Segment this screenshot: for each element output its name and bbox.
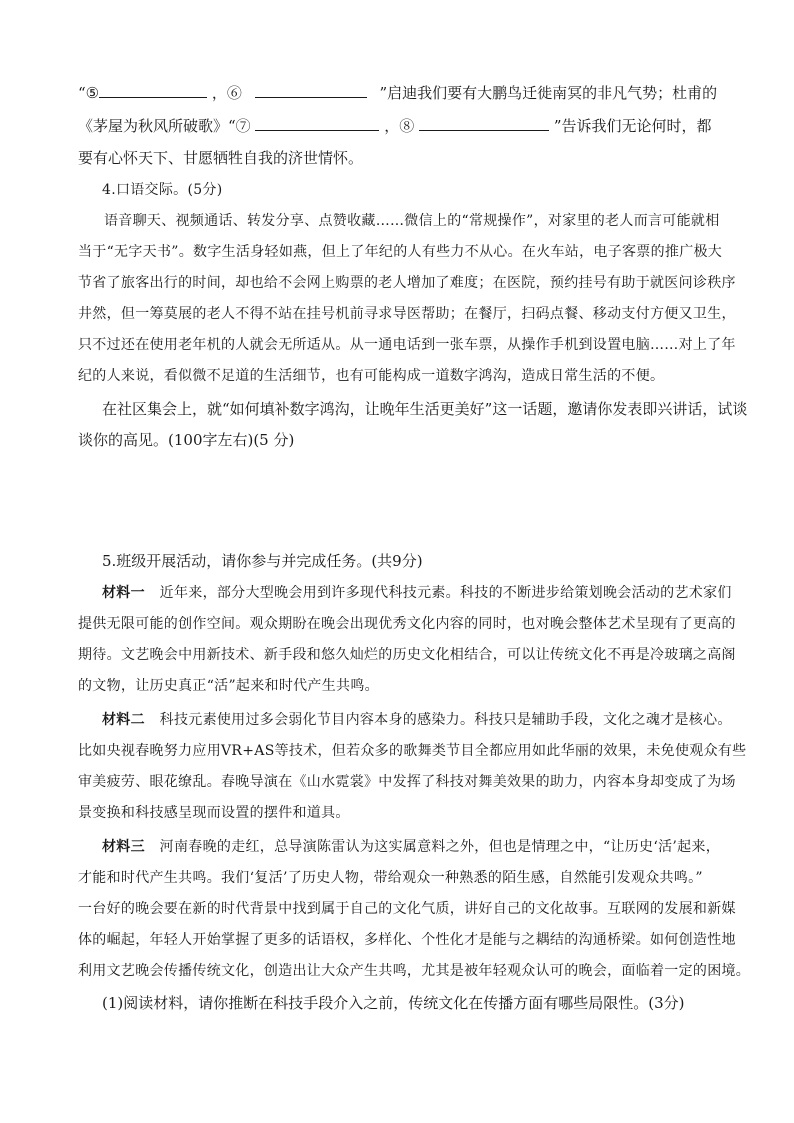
q5-material-1-line: 提供无限可能的创作空间。观众期盼在晚会出现优秀文化内容的同时，也对晚会整体艺术呈现有了更高的 — [78, 616, 736, 632]
q4-prompt-line-2: 谈你的高见。(100字左右)(5 分) — [78, 431, 295, 449]
q5-material-1-line — [102, 582, 732, 602]
q4-passage-line: 语音聊天、视频通话、转发分享、点赞收藏……微信上的“常规操作”，对家里的老人而言可能就相 — [104, 213, 720, 229]
q4-prompt-line-1: 在社区集会上，就“如何填补数字鸿沟，让晚年生活更美好”这一话题，邀请你发表即兴讲话，试谈 — [102, 400, 748, 418]
material-text: 河南春晚的走红，总导演陈雷认为这实属意料之外，但也是情理之中，“让历史‘活’起来， — [159, 839, 721, 855]
q5-material-3-line: 才能和时代产生共鸣。我们‘复活’了历史人物，带给观众一种熟悉的陌生感，自然能引发观众共鸣。” — [78, 870, 703, 886]
q4-heading: 4.口语交际。(5分) — [102, 182, 223, 198]
q4-passage-line: 节省了旅客出行的时间，却也给不会网上购票的老人增加了难度；在医院，预约挂号有助于就医问诊秩序 — [78, 275, 736, 291]
q5-subquestion-1: (1)阅读材料，请你推断在科技手段介入之前，传统文化在传播方面有哪些局限性。(3分) — [102, 994, 685, 1012]
q3-line-2 — [78, 115, 728, 136]
material-2-label: 材料二 — [102, 712, 145, 728]
answer-blank-6[interactable] — [255, 83, 367, 98]
answer-blank-8[interactable] — [419, 116, 549, 131]
q4-passage-line: 井然，但一筹莫展的老人不得不站在挂号机前寻求导医帮助；在餐厅，扫码点餐、移动支付方便又卫生， — [78, 306, 736, 322]
q5-material-1-line: 期待。文艺晚会中用新技术、新手段和悠久灿烂的历史文化相结合，可以让传统文化不再是冷玻璃之高阁 — [78, 647, 736, 663]
q5-material-2-line — [102, 709, 732, 729]
q4-passage-line: 纪的人来说，看似微不足道的生活细节，也有可能构成一道数字鸿沟，造成日常生活的不便。 — [78, 368, 665, 384]
q5-material-3-line — [102, 836, 728, 856]
q3-line1-tail: ”启迪我们要有大鹏鸟迁徙南冥的非凡气势；杜甫的 — [379, 84, 718, 102]
q3-poem-title: 《茅屋为秋风所破歌》“⑦ — [78, 117, 251, 135]
material-1-label: 材料一 — [102, 585, 145, 601]
q5-material-2-line: 景变换和科技感呈现而设置的摆件和道具。 — [78, 805, 350, 821]
q3-mark5: “⑤ — [78, 84, 100, 102]
q3-sep-8: ，⑧ — [384, 117, 415, 135]
q3-line2-tail: ”告诉我们无论何时，都 — [553, 117, 712, 135]
q5-material-2-line: 审美疲劳、眼花缭乱。春晚导演在《山水霓裳》中发挥了科技对舞美效果的助力，内容本身却变成了为场 — [78, 774, 736, 790]
q5-material-3-line: 利用文艺晚会传播传统文化，创造出让大众产生共鸣，尤其是被年轻观众认可的晚会，面临着一定的困境。 — [78, 963, 751, 979]
answer-blank-7[interactable] — [255, 116, 379, 131]
q3-line-3: 要有心怀天下、甘愿牺牲自我的济世情怀。 — [78, 149, 364, 167]
material-text: 科技元素使用过多会弱化节目内容本身的感染力。科技只是辅助手段，文化之魂才是核心。 — [159, 712, 732, 728]
q4-passage-line: 只不过还在使用老年机的人就会无所适从。从一通电话到一张车票，从操作手机到设置电脑……对上了年 — [78, 337, 736, 353]
material-text: 近年来，部分大型晚会用到许多现代科技元素。科技的不断进步给策划晚会活动的艺术家们 — [159, 585, 732, 601]
material-3-label: 材料三 — [102, 839, 145, 855]
q5-material-2-line: 比如央视春晚努力应用VR+AS等技术，但若众多的歌舞类节目全都应用如此华丽的效果，未免使观众有些 — [78, 743, 747, 759]
q3-line-1 — [78, 82, 728, 103]
q5-material-3-line: 一台好的晚会要在新的时代背景中找到属于自己的文化气质，讲好自己的文化故事。互联网的发展和新媒 — [78, 901, 736, 917]
answer-blank-5[interactable] — [99, 83, 207, 98]
q4-passage-line: 当于“无字天书”。数字生活身轻如燕，但上了年纪的人有些力不从心。在火车站，电子客票的推广极大 — [78, 244, 723, 260]
q5-heading: 5.班级开展活动，请你参与并完成任务。(共9分) — [102, 552, 423, 570]
q5-material-3-line: 体的崛起，年轻人开始掌握了更多的话语权，多样化、个性化才是能与之耦结的沟通桥梁。如何创造性地 — [78, 932, 736, 948]
q5-material-1-line: 的文物，让历史真正“活”起来和时代产生共鸣。 — [78, 678, 379, 694]
q3-sep-6: ，⑥ — [211, 84, 242, 102]
